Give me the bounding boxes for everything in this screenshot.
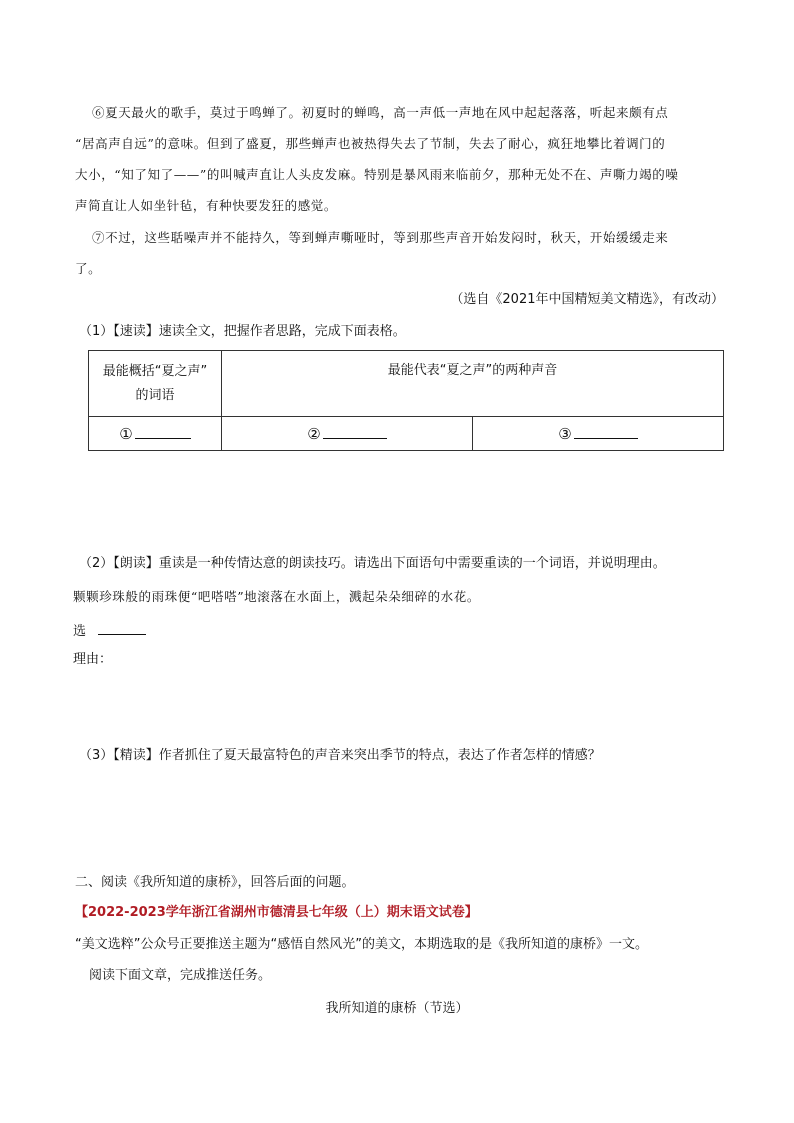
header-col1-line2: 的词语 bbox=[135, 387, 175, 403]
passage-p6-line3: 大小，“知了知了——”的叫喊声直让人头皮发麻。特别是暴风雨来临前夕，那种无处不在、声嘶力竭的噪 bbox=[75, 167, 679, 182]
passage-p6-line2: “居高声自远”的意味。但到了盛夏，那些蝉声也被热得失去了节制，失去了耐心，疯狂地攀比着调门的 bbox=[75, 136, 666, 151]
table-header-col1 bbox=[89, 351, 222, 417]
passage-p6-line1: ⑥夏天最火的歌手，莫过于鸣蝉了。初夏时的蝉鸣，高一声低一声地在风中起起落落，听起来颇有点 bbox=[92, 105, 669, 120]
exam-source: 【2022-2023学年浙江省湖州市德清县七年级（上）期末语文试卷】 bbox=[75, 905, 478, 920]
q1-answer-table bbox=[88, 350, 724, 451]
table-cell-blank2[interactable] bbox=[222, 417, 473, 451]
passage-source: （选自《2021年中国精短美文精选》，有改动） bbox=[450, 292, 724, 307]
header-col1-line1: 最能概括“夏之声” bbox=[102, 363, 208, 379]
q2-reason-label: 理由： bbox=[73, 652, 113, 667]
blank2-line bbox=[323, 424, 387, 439]
q2-select-blank[interactable] bbox=[98, 620, 146, 635]
section2-title: 二、阅读《我所知道的康桥》，回答后面的问题。 bbox=[75, 875, 355, 890]
q2-select-row[interactable] bbox=[73, 620, 146, 642]
blank2-label: ② bbox=[307, 425, 321, 443]
q3-prompt: （3）【精读】作者抓住了夏天最富特色的声音来突出季节的特点，表达了作者怎样的情感？ bbox=[79, 748, 601, 763]
q2-sentence: 颗颗珍珠般的雨珠便“吧嗒嗒”地滚落在水面上，溅起朵朵细碎的水花。 bbox=[73, 589, 480, 604]
table-cell-blank3[interactable] bbox=[473, 417, 724, 451]
article-title: 我所知道的康桥（节选） bbox=[325, 1001, 469, 1016]
blank3-line bbox=[574, 424, 638, 439]
passage-p6-line4: 声简直让人如坐针毡，有种快要发狂的感觉。 bbox=[75, 198, 338, 213]
blank1-label: ① bbox=[119, 425, 133, 443]
passage-p7-line2: 了。 bbox=[75, 261, 102, 276]
table-header-col2: 最能代表“夏之声”的两种声音 bbox=[222, 351, 724, 417]
q2-prompt: （2）【朗读】重读是一种传情达意的朗读技巧。请选出下面语句中需要重读的一个词语，并说明理由。 bbox=[79, 556, 666, 571]
blank3-label: ③ bbox=[558, 425, 572, 443]
q2-select-label: 选 bbox=[73, 624, 87, 639]
table-cell-blank1[interactable] bbox=[89, 417, 222, 451]
section2-intro-line1: “美文选粹”公众号正要推送主题为“感悟自然风光”的美文，本期选取的是《我所知道的康桥》一文。 bbox=[75, 937, 648, 952]
section2-intro-line2: 阅读下面文章，完成推送任务。 bbox=[89, 968, 272, 983]
q1-prompt: （1）【速读】速读全文，把握作者思路，完成下面表格。 bbox=[79, 324, 406, 339]
blank1-line bbox=[135, 424, 191, 439]
passage-p7-line1: ⑦不过，这些聒噪声并不能持久，等到蝉声嘶哑时，等到那些声音开始发闷时，秋天，开始缓缓走来 bbox=[92, 230, 669, 245]
